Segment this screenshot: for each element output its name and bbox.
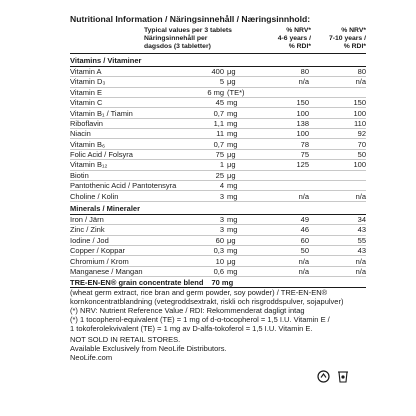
nutrient-name: Choline / Kolin <box>70 191 119 201</box>
nutrition-panel <box>70 14 366 362</box>
nutrient-name: Riboflavin <box>70 118 103 128</box>
nutrient-amount: 5 <box>219 77 224 87</box>
nutrient-amount: 3 <box>219 215 224 225</box>
nrv-7-10: 43 <box>357 246 366 256</box>
nutrient-name: Manganese / Mangan <box>70 266 143 276</box>
retail-notice: NOT SOLD IN RETAIL STORES. <box>70 335 181 345</box>
nutrient-name: Vitamin B₁ / Tiamin <box>70 108 133 118</box>
nutrient-amount: 1 <box>219 160 224 170</box>
nutrient-unit: mg <box>227 98 238 108</box>
vitamins-heading: Vitamins / Vitaminer <box>70 54 366 67</box>
nutrient-unit: mg <box>227 246 238 256</box>
footer <box>70 335 366 362</box>
nutrient-unit: mg <box>227 129 238 139</box>
table-row <box>70 171 366 181</box>
nutrient-unit: mg <box>227 139 238 149</box>
nrv-7-10: 80 <box>357 66 366 76</box>
nutrient-amount: 0,3 <box>213 246 224 256</box>
panel-title: Nutritional Information / Näringsinnehåll / Næringsinnhold: <box>70 14 311 24</box>
nutrient-name: Vitamin A <box>70 66 102 76</box>
nutrient-name: Iodine / Jod <box>70 235 109 245</box>
nrv-7-10: 70 <box>357 139 366 149</box>
nrv-7-10: 100 <box>353 160 366 170</box>
nrv-7-10: 100 <box>353 108 366 118</box>
grain-blend-row <box>70 277 366 288</box>
nutrient-unit: mg <box>227 215 238 225</box>
nrv-7-10: n/a <box>355 191 366 201</box>
nutrient-name: Iron / Järn <box>70 215 104 225</box>
nutrient-amount: 10 <box>215 256 224 266</box>
nutrient-unit: μg <box>227 170 236 180</box>
nrv-7-10: 150 <box>353 98 366 108</box>
nrv-7-10: 34 <box>357 215 366 225</box>
table-row <box>70 267 366 277</box>
nutrient-unit: μg <box>227 235 236 245</box>
minerals-list <box>70 215 366 277</box>
nrv-4-6: 80 <box>300 66 309 76</box>
nutrient-name: Chromium / Krom <box>70 256 129 266</box>
waste-bin-icon <box>336 369 350 383</box>
nutrient-unit: mg <box>227 108 238 118</box>
nrv-4-6: 125 <box>296 160 309 170</box>
nutrient-amount: 6 mg <box>207 87 224 97</box>
table-row <box>70 181 366 191</box>
nutrient-amount: 3 <box>219 225 224 235</box>
nrv-7-10: 43 <box>357 225 366 235</box>
nutrient-name: Vitamin B₁₂ <box>70 160 108 170</box>
table-header <box>70 27 366 53</box>
nutrient-name: Vitamin C <box>70 98 103 108</box>
table-row <box>70 67 366 77</box>
table-row <box>70 236 366 246</box>
nrv-7-10: 110 <box>354 118 366 128</box>
nutrient-amount: 1,1 <box>213 118 224 128</box>
table-row <box>70 246 366 256</box>
blend-name: TRE-EN-EN® grain concentrate blend <box>70 277 204 287</box>
vitamins-list <box>70 67 366 202</box>
minerals-heading: Minerals / Mineraler <box>70 202 366 215</box>
nutrient-amount: 4 <box>219 181 224 191</box>
nrv-7-10: n/a <box>355 256 366 266</box>
table-row <box>70 225 366 235</box>
nrv-7-10: 50 <box>357 150 366 160</box>
website: NeoLife.com <box>70 353 113 363</box>
nutrient-amount: 0,6 <box>213 266 224 276</box>
nutrient-name: Vitamin E <box>70 87 102 97</box>
header-nrv-4-6: % NRV* 4-6 years / % RDI* <box>277 27 311 50</box>
nutrient-amount: 0,7 <box>213 108 224 118</box>
table-row <box>70 98 366 108</box>
table-row <box>70 256 366 266</box>
nrv-4-6: n/a <box>298 266 309 276</box>
te-footnote-sv: 1 tokoferolekvivalent (TE) = 1 mg av D-alfa-tokoferol = 1,5 I.U. Vitamin E. <box>70 324 313 334</box>
nrv-4-6: n/a <box>298 256 309 266</box>
nutrient-amount: 25 <box>215 170 224 180</box>
table-row <box>70 215 366 225</box>
table-row <box>70 160 366 170</box>
nutrient-unit: (TE*) <box>227 87 245 97</box>
symbols <box>316 369 350 383</box>
recycle-icon <box>316 369 330 383</box>
distributor-notice: Available Exclusively from NeoLife Distributors. <box>70 344 227 354</box>
nrv-4-6: 60 <box>300 235 309 245</box>
table-row <box>70 108 366 118</box>
nutrient-unit: mg <box>227 191 238 201</box>
nrv-7-10: n/a <box>355 266 366 276</box>
nutrient-amount: 60 <box>215 235 224 245</box>
nrv-4-6: 150 <box>296 98 309 108</box>
nutrient-name: Pantothenic Acid / Pantotensyra <box>70 181 177 191</box>
nutrient-name: Zinc / Zink <box>70 225 105 235</box>
nrv-4-6: n/a <box>298 191 309 201</box>
nutrient-name: Biotin <box>70 170 89 180</box>
nutrient-amount: 45 <box>215 98 224 108</box>
nrv-7-10: n/a <box>355 77 366 87</box>
nutrient-name: Folic Acid / Folsyra <box>70 150 133 160</box>
nrv-footnote: (*) NRV: Nutrient Reference Value / RDI: Rekommenderat dagligt intag <box>70 306 305 316</box>
nutrient-amount: 11 <box>216 129 224 139</box>
table-row <box>70 88 366 98</box>
nutrient-unit: μg <box>227 160 236 170</box>
nutrient-unit: μg <box>227 66 236 76</box>
nutrient-unit: mg <box>227 225 238 235</box>
table-row <box>70 119 366 129</box>
nrv-7-10: 92 <box>357 129 366 139</box>
header-per-dose: Typical values per 3 tablets Näringsinnehåll per dagsdos (3 tabletter) <box>144 27 232 50</box>
nutrient-name: Niacin <box>70 129 91 139</box>
nrv-4-6: 75 <box>300 150 309 160</box>
header-nrv-7-10: % NRV* 7-10 years / % RDI* <box>328 27 366 50</box>
nutrient-unit: μg <box>227 256 236 266</box>
table-row <box>70 150 366 160</box>
nrv-4-6: n/a <box>298 77 309 87</box>
nrv-4-6: 46 <box>300 225 309 235</box>
blend-description: (wheat germ extract, rice bran and germ powder, soy powder) / TRE-EN-EN® kornkoncentratblandning (vetegroddsextrakt, riskli och risgroddspulver, sojapulver) <box>70 288 344 307</box>
nutrient-amount: 400 <box>211 66 224 76</box>
nrv-4-6: 100 <box>296 108 309 118</box>
nutrient-unit: μg <box>227 150 236 160</box>
nrv-7-10: 55 <box>357 235 366 245</box>
nrv-4-6: 49 <box>300 215 309 225</box>
nrv-4-6: 100 <box>296 129 309 139</box>
nutrient-unit: mg <box>227 181 238 191</box>
nutrient-unit: μg <box>227 77 236 87</box>
table-row <box>70 77 366 87</box>
nutrient-unit: mg <box>227 266 238 276</box>
nrv-4-6: 138 <box>296 118 309 128</box>
nutrient-unit: mg <box>227 118 238 128</box>
table-row <box>70 129 366 139</box>
nutrient-name: Vitamin D₃ <box>70 77 106 87</box>
nrv-4-6: 50 <box>300 246 309 256</box>
te-footnote-en: (*) 1 tocopherol-equivalent (TE) = 1 mg of d-α-tocopherol = 1,5 I.U. Vitamin E / <box>70 315 330 325</box>
nutrient-amount: 75 <box>215 150 224 160</box>
nutrient-amount: 3 <box>219 191 224 201</box>
nrv-4-6: 78 <box>300 139 309 149</box>
nutrient-name: Copper / Koppar <box>70 246 126 256</box>
nutrient-name: Vitamin B₆ <box>70 139 105 149</box>
table-row <box>70 191 366 201</box>
blend-value: 70 mg <box>211 277 234 287</box>
nutrient-amount: 0,7 <box>213 139 224 149</box>
table-row <box>70 139 366 149</box>
